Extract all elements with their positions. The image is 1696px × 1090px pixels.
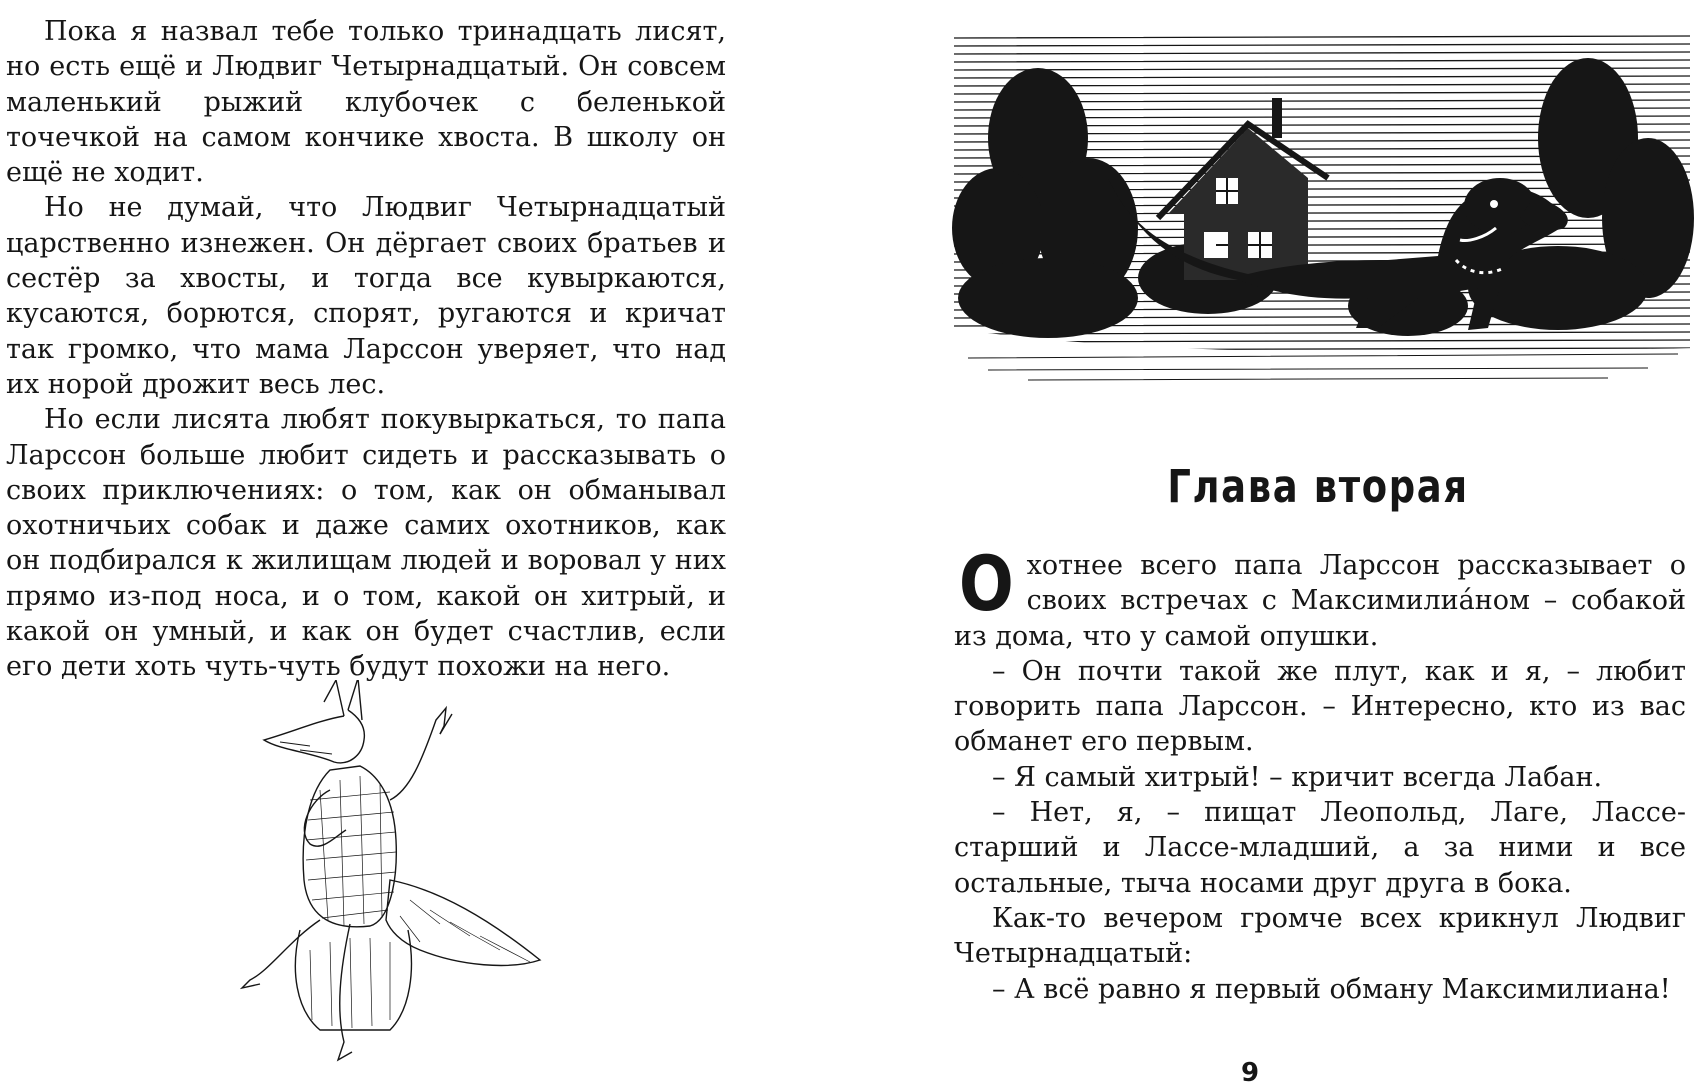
paragraph: Но если лисята любят покувыркаться, то папа Ларссон больше любит сидеть и рассказывать о своих приключениях: о том, как он обманывал охотничьих собак и даже самих охотников, как он подбирался к жилищам людей и воровал у них прямо из-под носа, и о том, какой он хитрый, и какой он умный, и как он будет счастлив, если его дети хоть чуть-чуть будут похожи на него. — [6, 404, 726, 683]
paragraph: – Он почти такой же плут, как и я, – любит говорить папа Ларссон. – Интересно, кто из вас обманет его первым. — [954, 655, 1686, 758]
house-and-dog-illustration — [948, 28, 1696, 390]
right-page — [940, 0, 1696, 1090]
paragraph: Пока я назвал тебе только тринадцать лисят, но есть ещё и Людвиг Четырнадцатый. Он совсем маленький рыжий клубочек с беленькой точечкой на самом кончике хвоста. В школу он ещё не ходит. — [6, 16, 726, 189]
paragraph: – А всё равно я первый обману Максимилиана! — [992, 973, 1671, 1005]
left-page-text — [6, 14, 726, 685]
fox-illustration — [240, 680, 600, 1080]
page-number: 9 — [1240, 1058, 1260, 1088]
paragraph: – Я самый хитрый! – кричит всегда Лабан. — [992, 761, 1603, 793]
chapter-title: Глава вторая — [1167, 460, 1469, 513]
paragraph: Но не думай, что Людвиг Четырнадцатый царственно изнежен. Он дёргает своих братьев и сестёр за хвосты, и тогда все кувыркаются, кусаются, борются, спорят, ругаются и кричат так громко, что мама Ларссон уверяет, что над их норой дрожит весь лес. — [6, 192, 726, 400]
paragraph: Как-то вечером громче всех крикнул Людвиг Четырнадцатый: — [954, 902, 1686, 970]
opening-paragraph-text: хотнее всего папа Ларссон рассказывает о своих встречах с Максимилиáном – собакой из дома, что у самой опушки. — [954, 550, 1686, 652]
paragraph: – Нет, я, – пищат Леопольд, Лаге, Лассе-старший и Лассе-младший, а за ними и все остальные, тыча носами друг друга в бока. — [954, 797, 1686, 899]
right-page-text — [954, 539, 1686, 1007]
drop-cap: О — [958, 539, 1014, 628]
left-page — [0, 0, 760, 1090]
opening-paragraph — [954, 539, 1686, 654]
